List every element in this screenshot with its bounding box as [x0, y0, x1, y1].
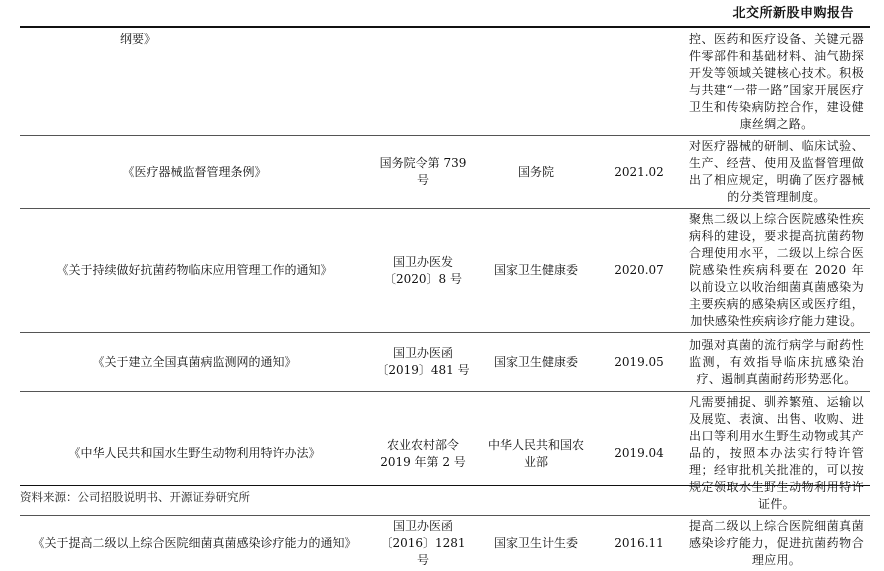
cell-date: 2019.04 — [595, 392, 683, 516]
cell-date: 2016.11 — [595, 516, 683, 571]
cell-issuer: 国家卫生健康委 — [477, 333, 595, 392]
cell-policy-name: 《关于持续做好抗菌药物临床应用管理工作的通知》 — [20, 209, 369, 333]
cell-document-number: 国卫办医发〔2020〕8 号 — [369, 209, 477, 333]
cell-document-number: 国卫办医函〔2019〕481 号 — [369, 333, 477, 392]
cell-document-number — [369, 29, 477, 136]
cell-document-number: 国卫办医函〔2016〕1281 号 — [369, 516, 477, 571]
cell-date — [595, 29, 683, 136]
cell-document-number: 国务院令第 739 号 — [369, 136, 477, 209]
cell-content: 凡需要捕捉、驯养繁殖、运输以及展览、表演、出售、收购、进出口等利用水生野生动物或其产品的，按照本办法实行特许管理；经审批机关批准的，可以按规定领取水生野生动物利用特许证件。 — [683, 392, 870, 516]
table-row — [20, 136, 870, 209]
cell-date: 2019.05 — [595, 333, 683, 392]
cell-issuer: 中华人民共和国农业部 — [477, 392, 595, 516]
table-row — [20, 333, 870, 392]
cell-content: 加强对真菌的流行病学与耐药性监测，有效指导临床抗感染治疗、遏制真菌耐药形势恶化。 — [683, 333, 870, 392]
cell-content: 控、医药和医疗设备、关键元器件零部件和基础材料、油气勘探开发等领域关键核心技术。积极与共建“一带一路”国家开展医疗卫生和传染病防控合作，建设健康丝绸之路。 — [683, 29, 870, 136]
cell-issuer: 国家卫生计生委 — [477, 516, 595, 571]
table-row — [20, 516, 870, 571]
cell-policy-name: 《医疗器械监督管理条例》 — [20, 136, 369, 209]
cell-issuer — [477, 29, 595, 136]
cell-document-number: 农业农村部令 2019 年第 2 号 — [369, 392, 477, 516]
cell-policy-name: 《关于建立全国真菌病监测网的通知》 — [20, 333, 369, 392]
bottom-rule — [20, 485, 870, 486]
source-note: 资料来源：公司招股说明书、开源证券研究所 — [20, 489, 250, 505]
cell-date: 2020.07 — [595, 209, 683, 333]
table-row — [20, 29, 870, 136]
cell-content: 对医疗器械的研制、临床试验、生产、经营、使用及监督管理做出了相应规定，明确了医疗器械的分类管理制度。 — [683, 136, 870, 209]
cell-date: 2021.02 — [595, 136, 683, 209]
cell-content: 提高二级以上综合医院细菌真菌感染诊疗能力，促进抗菌药物合理应用。 — [683, 516, 870, 571]
cell-issuer: 国务院 — [477, 136, 595, 209]
cell-policy-name: 《关于提高二级以上综合医院细菌真菌感染诊疗能力的通知》 — [20, 516, 369, 571]
cell-content: 聚焦二级以上综合医院感染性疾病科的建设，要求提高抗菌药物合理使用水平，二级以上综合医院感染性疾病科要在 2020 年以前设立以收治细菌真菌感染为主要疾病的感染病区或医疗组，加快感染性疾病诊疗能力建设。 — [683, 209, 870, 333]
cell-policy-name: 《中华人民共和国水生野生动物利用特许办法》 — [20, 392, 369, 516]
cell-issuer: 国家卫生健康委 — [477, 209, 595, 333]
top-rule — [20, 26, 870, 28]
cell-policy-name: 纲要》 — [20, 29, 369, 136]
table-row — [20, 209, 870, 333]
report-header-title: 北交所新股申购报告 — [732, 2, 854, 21]
